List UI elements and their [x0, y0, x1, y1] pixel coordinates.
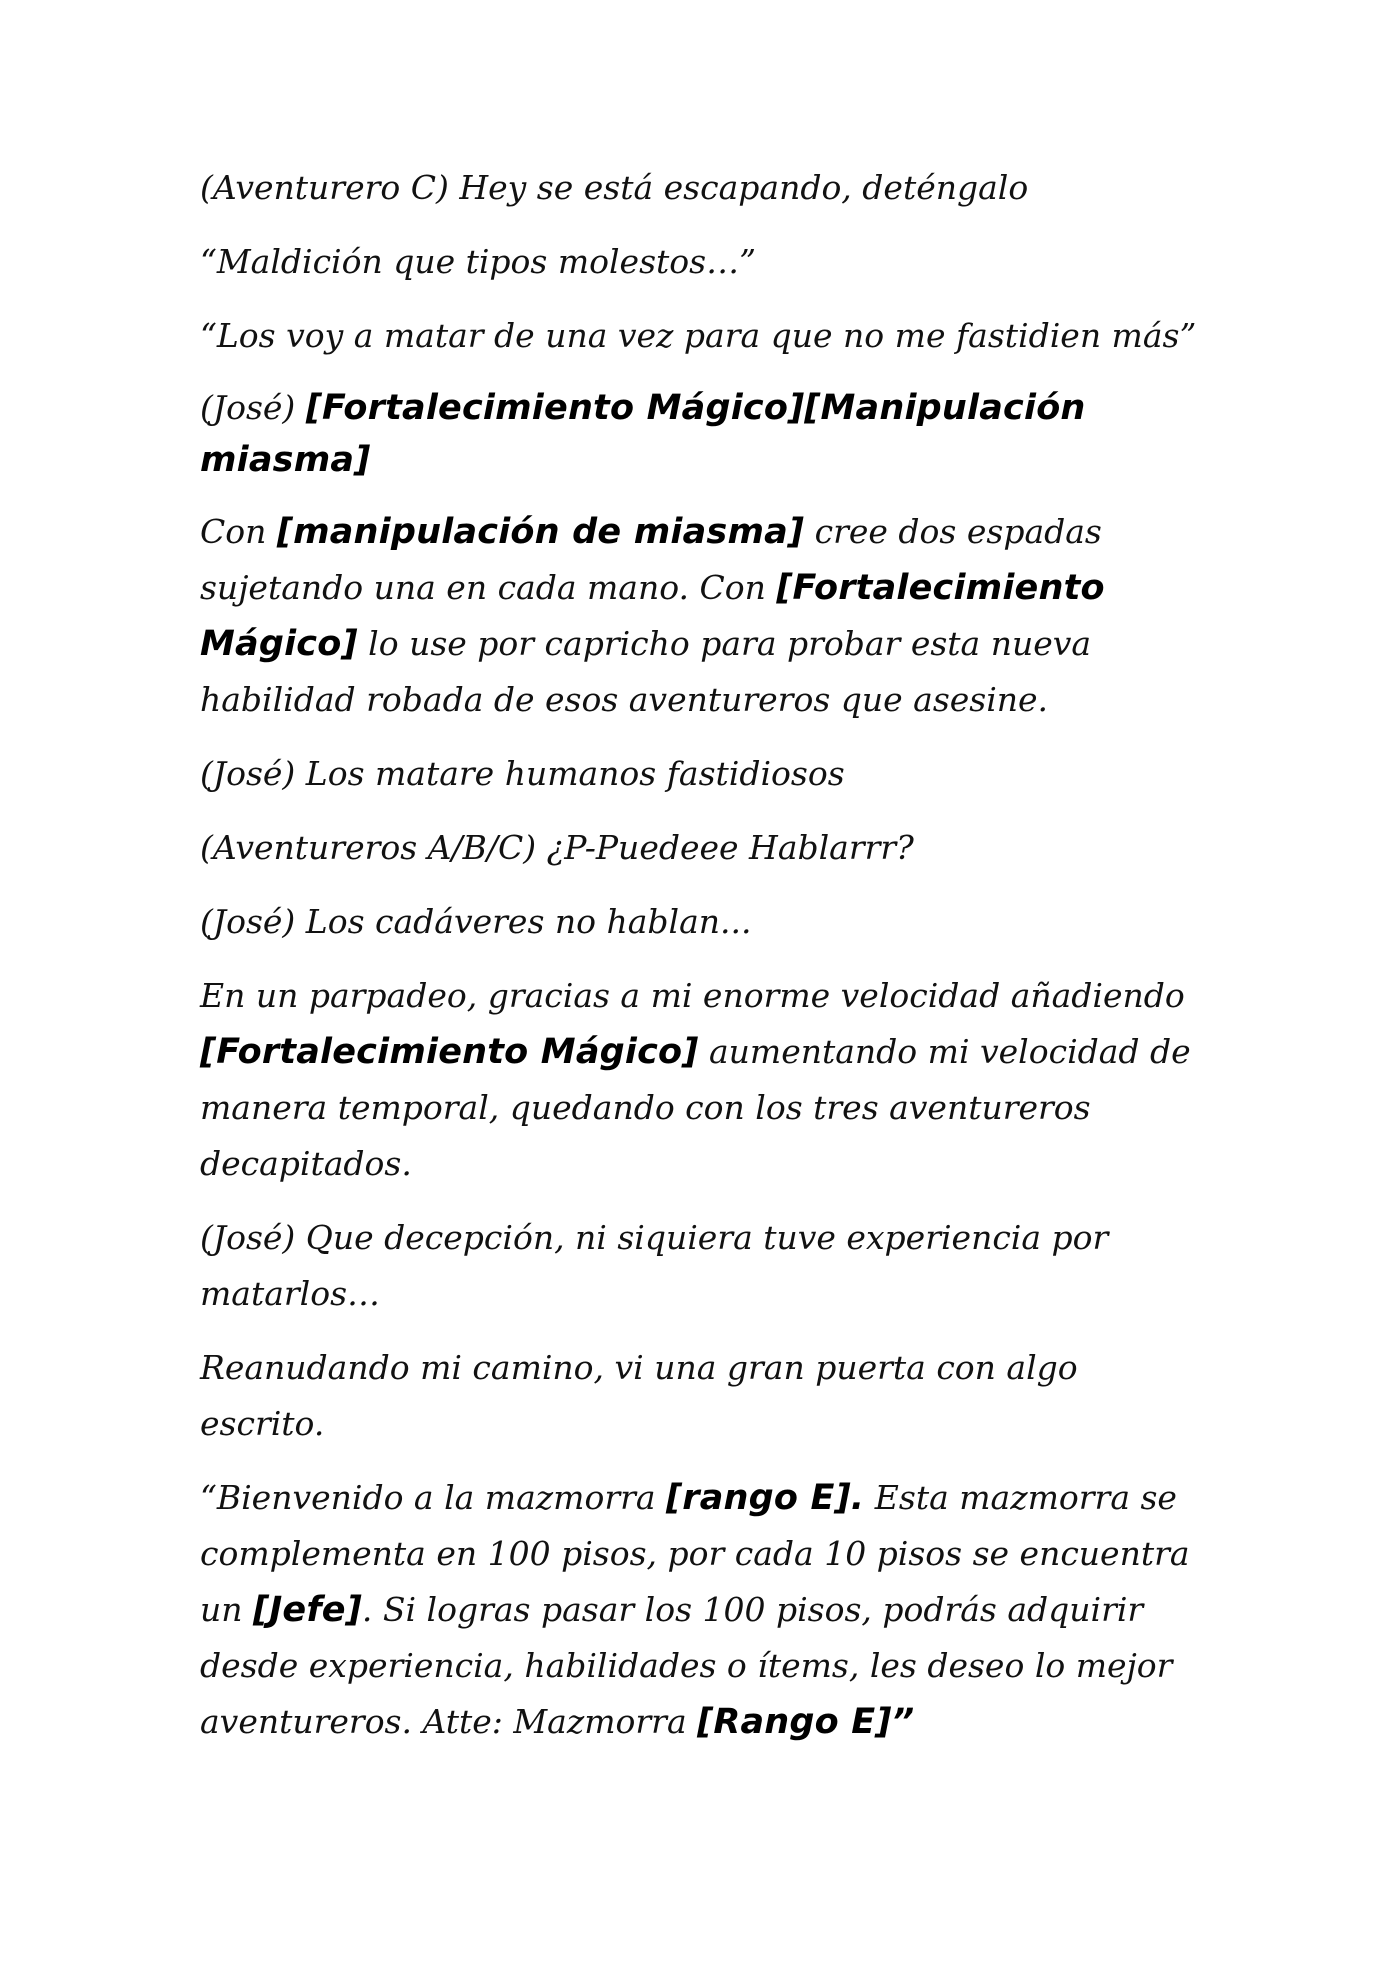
paragraph [200, 160, 1210, 216]
text-segment: Esta mazmorra se complementa en 100 pisos, por cada 10 pisos se encuentra un [200, 1478, 1190, 1629]
document-body [200, 160, 1210, 1768]
text-segment: (Aventurero C) Hey se está escapando, deténgalo [200, 168, 1029, 207]
text-segment: (José) [200, 388, 306, 427]
text-segment: En un parpadeo, gracias a mi enorme velocidad añadiendo [200, 976, 1185, 1015]
skill-name: [manipulación de miasma] [276, 512, 805, 552]
paragraph [200, 894, 1210, 950]
paragraph [200, 1470, 1210, 1750]
paragraph [200, 308, 1210, 364]
text-segment: aumentando mi velocidad de manera temporal, quedando con los tres aventureros decapitados. [200, 1032, 1191, 1183]
text-segment: (Aventureros A/B/C) ¿P-Puedeee Hablarrr? [200, 828, 914, 867]
skill-name: [Fortalecimiento Mágico] [200, 568, 1105, 664]
paragraph [200, 746, 1210, 802]
text-segment: lo use por capricho para probar esta nueva habilidad robada de esos aventureros que asesine. [200, 624, 1092, 719]
text-segment: (José) Los matare humanos fastidiosos [200, 754, 845, 793]
paragraph [200, 1210, 1210, 1322]
text-segment: “Maldición que tipos molestos…” [200, 242, 756, 281]
paragraph [200, 504, 1210, 728]
text-segment: . Si logras pasar los 100 pisos, podrás adquirir desde experiencia, habilidades o ítems, les deseo lo mejor aventureros. Atte: Mazmorra [200, 1590, 1173, 1741]
text-segment: cree dos espadas sujetando una en cada mano. Con [200, 512, 1102, 607]
skill-name: [rango E]. [666, 1478, 865, 1518]
text-segment: Reanudando mi camino, vi una gran puerta con algo escrito. [200, 1348, 1078, 1443]
paragraph [200, 234, 1210, 290]
paragraph [200, 820, 1210, 876]
paragraph [200, 382, 1210, 486]
text-segment: (José) Los cadáveres no hablan... [200, 902, 752, 941]
text-segment: (José) Que decepción, ni siquiera tuve experiencia por matarlos… [200, 1218, 1109, 1313]
paragraph [200, 1340, 1210, 1452]
skill-name: [Jefe] [253, 1590, 362, 1630]
skill-name: [Rango E]” [697, 1702, 915, 1742]
skill-name: [Fortalecimiento Mágico][Manipulación miasma] [200, 388, 1086, 480]
text-segment: Con [200, 512, 277, 551]
text-segment: “Bienvenido a la mazmorra [200, 1478, 667, 1517]
skill-name: [Fortalecimiento Mágico] [200, 1032, 699, 1072]
paragraph [200, 968, 1210, 1192]
text-segment: “Los voy a matar de una vez para que no me fastidien más” [200, 316, 1197, 355]
